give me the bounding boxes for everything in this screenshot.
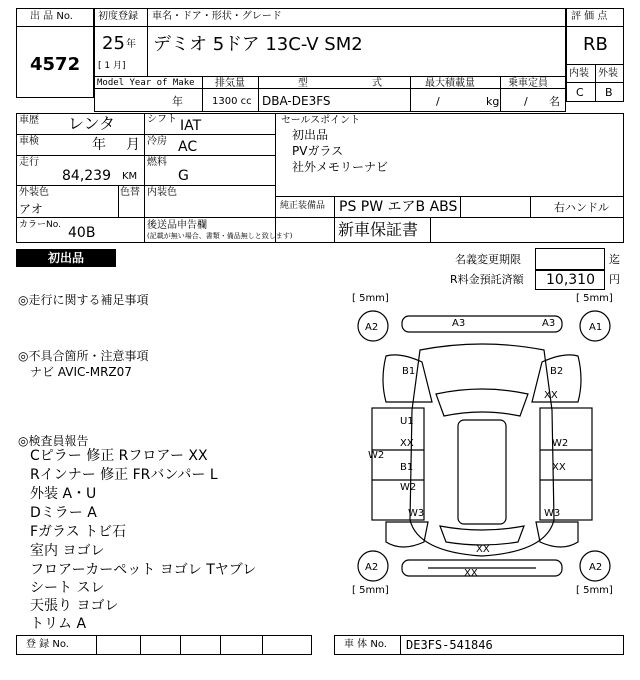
roof	[458, 420, 506, 524]
exterior-grade-label: 外装	[598, 68, 618, 79]
max-load-label: 最大積載量	[425, 78, 475, 89]
grade-label: 評 価 点	[571, 11, 608, 22]
mark-a3-front-right: A3	[542, 318, 556, 329]
sales-point-3: 社外メモリーナビ	[292, 160, 389, 174]
mark-xx-roof: XX	[400, 438, 414, 449]
inspector-line: Rインナー 修正 FRバンパー L	[30, 467, 218, 483]
capacity-label: 乗車定員	[508, 78, 548, 89]
sales-label: セールスポイント	[281, 115, 361, 126]
bracket-left-top: [ 5mm]	[352, 293, 389, 304]
inspector-line: トリム A	[30, 616, 87, 632]
inspection-month: 月	[126, 137, 140, 153]
chassis-no-label: 車 体 No.	[344, 639, 387, 650]
mileage: 84,239	[62, 168, 111, 184]
car-name: デミオ 5ドア 13C-V SM2	[153, 34, 363, 55]
reg-year: 25	[102, 33, 125, 54]
inspector-line: Fガラス トビ石	[30, 524, 127, 540]
interior-grade: C	[576, 86, 584, 99]
rear-glass	[440, 526, 524, 545]
inspector-line: 外装 A・U	[30, 486, 97, 502]
max-load-unit: kg	[486, 95, 500, 108]
recycle-unit: 円	[609, 273, 620, 286]
mark-xx-right-door: XX	[552, 462, 566, 473]
lot-no: 4572	[30, 54, 81, 75]
mark-a2-front-left: A2	[365, 322, 379, 333]
name-change-unit: 迄	[609, 253, 620, 266]
mark-w3-right: W3	[544, 508, 561, 519]
inspection-year: 年	[92, 137, 106, 153]
mark-b1-mid: B1	[400, 462, 414, 473]
model-code: DBA-DE3FS	[262, 94, 331, 108]
model-year-label: Model Year of Make	[97, 78, 195, 88]
first-listing-badge: 初出品	[16, 249, 116, 267]
front-left-fender	[383, 355, 432, 402]
interior-grade-label: 内装	[569, 68, 589, 79]
windshield	[436, 389, 528, 416]
inspector-line: Dミラー A	[30, 505, 97, 521]
mark-w3-left: W3	[408, 508, 425, 519]
history-label: 車歴	[19, 115, 39, 126]
reg-no-label: 登 録 No.	[26, 639, 69, 650]
mark-a1-front-right: A1	[589, 322, 603, 333]
sales-point-2: PVガラス	[292, 144, 344, 158]
equip-label: 純正装備品	[280, 201, 326, 211]
inspector-line: シート スレ	[30, 580, 105, 596]
mark-a2-rear-left: A2	[365, 562, 379, 573]
model-year-nen: 年	[172, 95, 183, 108]
fuel: G	[178, 168, 189, 184]
recycle-amount: 10,310	[546, 272, 595, 288]
ext-color-label: 外装色	[19, 187, 49, 198]
int-color-label: 内装色	[147, 187, 177, 198]
model-label: 型	[298, 78, 308, 89]
mark-u1: U1	[400, 416, 414, 427]
right-door-outline	[540, 408, 592, 520]
inspection-label: 車検	[19, 136, 39, 147]
mark-w2-mid: W2	[400, 482, 417, 493]
ext-color: アオ	[19, 202, 43, 216]
warranty: 新車保証書	[338, 220, 419, 239]
sales-point-1: 初出品	[292, 128, 329, 142]
car-name-label: 車名・ドア・形状・グレード	[152, 11, 282, 22]
capacity-slash: /	[524, 95, 528, 108]
bracket-left-bottom: [ 5mm]	[352, 585, 389, 596]
inspector-line: フロアーカーペット ヨゴレ Tヤブレ	[30, 562, 257, 578]
car-condition-diagram	[340, 290, 624, 602]
fuel-label: 燃料	[147, 157, 167, 168]
name-change-field	[535, 248, 605, 270]
mark-xx-rear-bumper: XX	[464, 568, 478, 579]
defect-line: ナビ AVIC-MRZ07	[30, 365, 132, 379]
driving-notes-title: ◎走行に関する補足事項	[18, 293, 149, 307]
reg-year-unit: 年	[126, 39, 136, 50]
defects-title: ◎不具合箇所・注意事項	[18, 349, 149, 363]
color-no-label: カラーNo.	[19, 220, 61, 230]
shift: IAT	[180, 118, 202, 134]
front-bumper-shape	[402, 316, 562, 332]
displacement-label: 排気量	[215, 78, 245, 89]
mark-xx-right-fender: XX	[544, 390, 558, 401]
recycle-label: R料金預託済額	[450, 273, 524, 286]
first-reg-label: 初度登録	[98, 11, 138, 22]
model-label2: 式	[372, 78, 382, 89]
post-label: 後送品申告欄	[147, 220, 207, 231]
post-note: (記載が無い場合、書類・備品無しと致します)	[147, 232, 293, 240]
displacement: 1300 cc	[212, 96, 252, 107]
inspector-line: 室内 ヨゴレ	[30, 543, 105, 559]
shift-label: シフト	[147, 114, 177, 125]
reg-month: [ 1 月]	[98, 61, 126, 71]
mark-a2-rear-right: A2	[589, 562, 603, 573]
rear-left-fender	[386, 522, 428, 547]
mark-b2-right-fender: B2	[550, 366, 564, 377]
equipment: PS PW エアB ABS	[339, 199, 458, 215]
chassis-no: DE3FS-541846	[406, 638, 493, 652]
steering: 右ハンドル	[554, 201, 609, 214]
bracket-right-bottom: [ 5mm]	[576, 585, 613, 596]
left-door-outline	[372, 408, 424, 520]
max-load-slash: /	[436, 95, 440, 108]
rear-right-fender	[536, 522, 578, 547]
bracket-right-top: [ 5mm]	[576, 293, 613, 304]
mileage-label: 走行	[19, 157, 39, 168]
mileage-unit: KM	[122, 171, 138, 182]
history: レンタ	[68, 114, 115, 133]
mark-w2-left: W2	[368, 450, 385, 461]
inspector-line: 天張り ヨゴレ	[30, 598, 119, 614]
overall-grade: RB	[583, 34, 608, 55]
ac-label: 冷房	[147, 136, 167, 147]
mark-b1-left-fender: B1	[402, 366, 416, 377]
inspector-title: ◎検査員報告	[18, 434, 89, 448]
inspector-line: Cピラー 修正 Rフロアー XX	[30, 448, 208, 464]
mark-xx-rear: XX	[476, 544, 490, 555]
color-no: 40B	[68, 225, 96, 241]
color-change-label: 色替	[120, 187, 140, 198]
mark-a3-front: A3	[452, 318, 466, 329]
mark-w2-right: W2	[552, 438, 569, 449]
lot-no-label: 出 品 No.	[30, 11, 73, 22]
name-change-label: 名義変更期限	[455, 253, 521, 266]
exterior-grade: B	[605, 86, 613, 99]
ac: AC	[178, 139, 198, 155]
capacity-unit: 名	[549, 95, 560, 108]
